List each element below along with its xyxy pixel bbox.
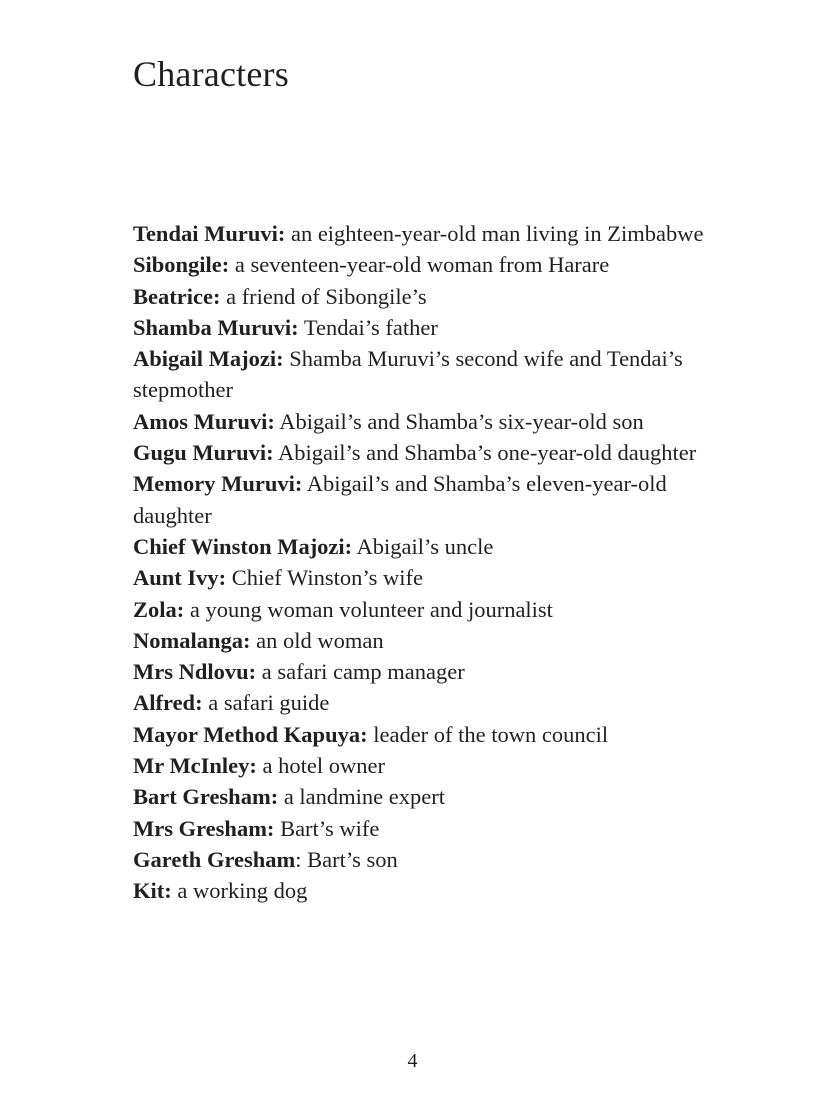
character-description: Abigail’s and Shamba’s one-year-old daughter [273, 440, 697, 466]
character-description: Tendai’s father [298, 314, 438, 340]
list-item [133, 687, 713, 718]
list-item [133, 218, 713, 249]
list-item [133, 781, 713, 812]
list-item [133, 656, 713, 687]
character-description: a safari camp manager [256, 659, 465, 685]
list-item [133, 625, 713, 656]
character-name: Mrs Gresham: [133, 815, 275, 841]
character-name: Mr McInley: [133, 753, 257, 779]
list-item [133, 531, 713, 562]
character-name: Zola: [133, 596, 185, 622]
page-number: 4 [407, 1050, 418, 1072]
list-item [133, 844, 713, 875]
character-name: Beatrice: [133, 283, 221, 309]
character-description: a landmine expert [278, 784, 445, 810]
character-description: Bart’s wife [274, 815, 380, 841]
list-item [133, 468, 713, 531]
character-description: : Bart’s son [295, 846, 398, 872]
list-item [133, 562, 713, 593]
character-description: a young woman volunteer and journalist [184, 596, 553, 622]
list-item [133, 437, 713, 468]
character-description: a friend of Sibongile’s [220, 283, 427, 309]
character-description: a seventeen-year-old woman from Harare [229, 252, 610, 278]
list-item [133, 719, 713, 750]
list-item [133, 594, 713, 625]
character-name: Mrs Ndlovu: [133, 659, 257, 685]
character-description: a working dog [171, 878, 308, 904]
character-description: an eighteen-year-old man living in Zimbabwe [285, 221, 704, 246]
character-name: Chief Winston Majozi: [133, 533, 353, 559]
character-name: Nomalanga: [133, 627, 251, 653]
character-description: Abigail’s and Shamba’s eleven-year-old daughter [133, 471, 667, 528]
character-name: Mayor Method Kapuya: [133, 721, 368, 747]
list-item [133, 406, 713, 437]
character-description: Shamba Muruvi’s second wife and Tendai’s stepmother [133, 346, 683, 403]
list-item [133, 750, 713, 781]
character-name: Kit: [133, 878, 172, 904]
page-title: Characters [133, 54, 289, 94]
character-description: leader of the town council [367, 721, 609, 747]
character-description: Abigail’s uncle [352, 533, 494, 559]
list-item [133, 281, 713, 312]
character-description: an old woman [250, 627, 384, 653]
character-name: Gugu Muruvi: [133, 440, 274, 466]
character-description: a safari guide [202, 690, 330, 716]
character-name: Bart Gresham: [133, 784, 279, 810]
character-name: Alfred: [133, 690, 203, 716]
character-list [133, 218, 713, 907]
character-name: Gareth Gresham [133, 846, 296, 872]
list-item [133, 249, 713, 280]
list-item [133, 813, 713, 844]
character-name: Abigail Majozi: [133, 346, 284, 372]
character-description: a hotel owner [256, 753, 386, 779]
character-name: Shamba Muruvi: [133, 314, 299, 340]
list-item [133, 343, 713, 406]
list-item [133, 312, 713, 343]
character-name: Sibongile: [133, 252, 230, 278]
character-name: Aunt Ivy: [133, 565, 227, 591]
character-name: Amos Muruvi: [133, 408, 275, 434]
character-name: Tendai Muruvi: [133, 221, 286, 246]
character-description: Chief Winston’s wife [226, 565, 423, 591]
list-item [133, 875, 713, 906]
character-name: Memory Muruvi: [133, 471, 303, 497]
character-description: Abigail’s and Shamba’s six-year-old son [274, 408, 644, 434]
